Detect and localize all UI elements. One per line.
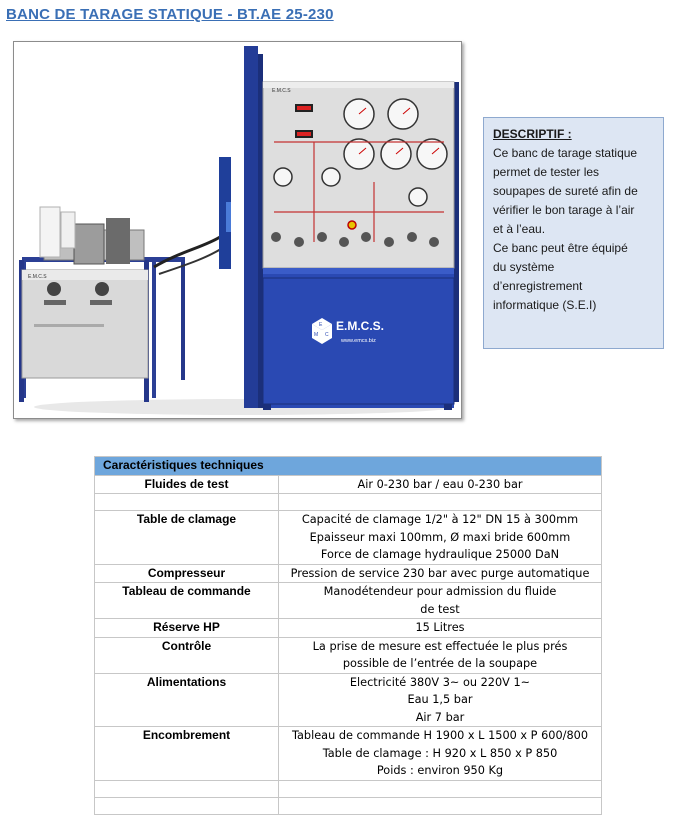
spec-label: Tableau de commande [95, 583, 279, 619]
spec-label: Encombrement [95, 727, 279, 781]
descriptif-line: du système [493, 260, 555, 274]
spec-label [95, 494, 279, 511]
spec-value [279, 583, 602, 619]
spec-value [279, 637, 602, 673]
spec-value-line: Capacité de clamage 1/2" à 12" DN 15 à 300mm [301, 513, 579, 526]
spec-value-line: Tableau de commande H 1900 x L 1500 x P 600/800 [291, 729, 589, 742]
brand-label: E.M.C.S. [336, 319, 385, 333]
spec-value [279, 619, 602, 638]
table-row [95, 564, 602, 583]
spec-value-line: Air 7 bar [415, 710, 465, 724]
descriptif-line: Ce banc de tarage statique [493, 146, 638, 160]
specs-table [94, 456, 602, 815]
spec-value [279, 780, 602, 797]
descriptif-line: soupapes de sureté afin de [493, 184, 638, 198]
table-row [95, 583, 602, 619]
spec-value-line: Eau 1,5 bar [407, 693, 473, 706]
table-row [95, 797, 602, 814]
table-row [95, 475, 602, 494]
spec-value [279, 727, 602, 781]
table-row [95, 780, 602, 797]
spec-label [95, 780, 279, 797]
descriptif-line: informatique (S.E.I) [493, 298, 597, 312]
spec-value [279, 564, 602, 583]
spec-label: Fluides de test [95, 475, 279, 494]
spec-value-line: Manodétendeur pour admission du fluide [323, 585, 557, 598]
spec-value [279, 797, 602, 814]
specs-table-body [95, 475, 602, 814]
spec-label: Compresseur [95, 564, 279, 583]
table-row [95, 727, 602, 781]
spec-value-line: Electricité 380V 3~ ou 220V 1~ [349, 675, 531, 689]
spec-value [279, 494, 602, 511]
page-title: BANC DE TARAGE STATIQUE - BT.AE 25-230 [6, 6, 334, 23]
descriptif-box [483, 117, 664, 349]
descriptif-line: vérifier le bon tarage à l’air [493, 203, 635, 217]
spec-value [279, 673, 602, 727]
spec-label: Réserve HP [95, 619, 279, 638]
spec-value-line: de test [420, 602, 460, 616]
brand-url: www.emcs.biz [341, 338, 376, 344]
descriptif-line: d’enregistrement [493, 279, 583, 293]
svg-text:E: E [319, 322, 323, 328]
spec-value-line: Force de clamage hydraulique 25000 DaN [320, 548, 560, 561]
spec-label: Alimentations [95, 673, 279, 727]
svg-text:M: M [314, 332, 319, 338]
table-row [95, 673, 602, 727]
svg-text:E.M.C.S: E.M.C.S [272, 88, 291, 94]
spec-value [279, 475, 602, 494]
specs-table-header: Caractéristiques techniques [95, 457, 602, 476]
specs-table-header-row [95, 457, 602, 476]
spec-value [279, 511, 602, 565]
descriptif-heading: DESCRIPTIF : [493, 127, 572, 141]
descriptif-line: Ce banc peut être équipé [493, 241, 628, 255]
spec-value-line: 15 Litres [415, 621, 465, 634]
spec-label: Contrôle [95, 637, 279, 673]
spec-value-line: La prise de mesure est effectuée le plus prés [312, 639, 568, 653]
table-row [95, 637, 602, 673]
spec-value-line: Pression de service 230 bar avec purge automatique [290, 566, 590, 580]
descriptif-line: et à l’eau. [493, 222, 546, 236]
spec-value-line: Table de clamage : H 920 x L 850 x P 850 [322, 746, 558, 760]
svg-text:C: C [325, 332, 329, 338]
spec-label: Table de clamage [95, 511, 279, 565]
descriptif-line: permet de tester les [493, 165, 600, 179]
spec-value-line: Poids : environ 950 Kg [376, 764, 504, 777]
spec-label [95, 797, 279, 814]
spec-value-line: Epaisseur maxi 100mm, Ø maxi bride 600mm [309, 530, 571, 544]
spec-value-line: Air 0-230 bar / eau 0-230 bar [357, 477, 523, 491]
small-table-label: E.M.C.S [28, 274, 47, 280]
spec-value-line: possible de l’entrée de la soupape [342, 657, 538, 670]
table-row [95, 511, 602, 565]
product-photo [13, 41, 462, 419]
table-row [95, 619, 602, 638]
table-row [95, 494, 602, 511]
